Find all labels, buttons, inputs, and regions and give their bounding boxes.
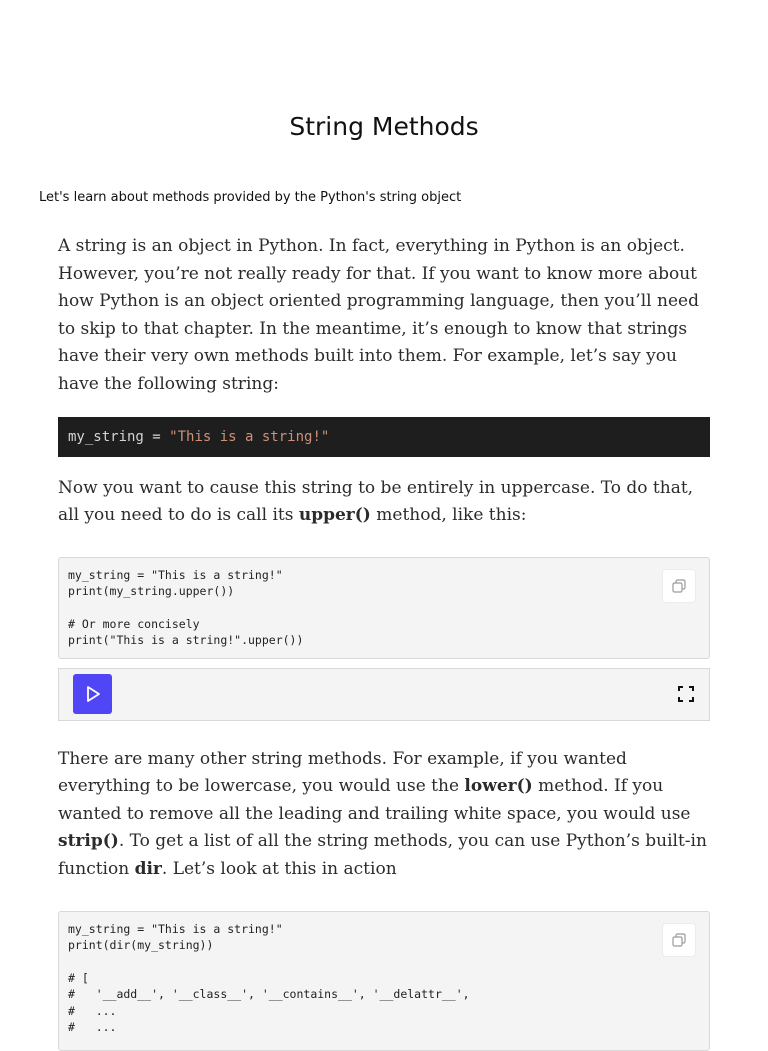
methods-text-2: method. If you wanted to remove all the leading and trailing white space, you would use: [58, 776, 691, 824]
code-line: [68, 953, 700, 969]
copy-code-button[interactable]: [662, 569, 696, 603]
play-icon: [85, 685, 101, 703]
upper-paragraph: [58, 475, 710, 530]
methods-paragraph: [58, 746, 710, 884]
code-block-dir[interactable]: [58, 911, 710, 1051]
strip-method-name: strip(): [58, 831, 119, 852]
copy-code-button[interactable]: [662, 923, 696, 957]
methods-text-4: . Let’s look at this in action: [161, 859, 397, 880]
code-line: # ...: [68, 1003, 117, 1018]
methods-text-1: There are many other string methods. For example, if you wanted everything to be lowercase, you would use the: [58, 748, 627, 797]
upper-text-after: method, like this:: [370, 505, 527, 526]
code-line: print("This is a string!".upper()): [68, 633, 304, 648]
code-runner-bar: [58, 668, 710, 721]
code-block-upper[interactable]: [58, 557, 710, 659]
methods-text-3: . To get a list of all the string methods, you can use Python’s built-in function: [58, 831, 707, 880]
upper-method-name: upper(): [298, 505, 371, 526]
code-line: print(dir(my_string)): [68, 938, 214, 953]
fullscreen-icon[interactable]: [677, 685, 695, 703]
dir-function-name: dir: [134, 859, 162, 880]
code-line: print(my_string.upper()): [68, 584, 235, 599]
run-code-button[interactable]: [73, 674, 112, 714]
code-line: # [: [68, 970, 89, 985]
copy-icon: [672, 579, 686, 593]
lower-method-name: lower(): [464, 776, 533, 797]
code-line: my_string = "This is a string!": [68, 921, 283, 936]
code-line: [68, 600, 700, 616]
page-title: String Methods: [289, 112, 479, 141]
code-string-literal: "This is a string!": [169, 428, 330, 445]
article-content: [58, 233, 710, 1051]
copy-icon: [672, 933, 686, 947]
code-variable: my_string =: [68, 428, 170, 445]
intro-paragraph: A string is an object in Python. In fact, everything in Python is an object. However, you’re not really ready for that. If you want to know more about how Python is an object oriented programming language, then you’ll need to skip to that chapter. In the meantime, it’s enough to know that strings have their very own methods built into them. For example, let’s say you have the following string:: [58, 236, 699, 394]
code-line: # Or more concisely: [68, 616, 200, 631]
page-subtitle: Let's learn about methods provided by the Python's string object: [39, 190, 462, 205]
code-line: # ...: [68, 1020, 117, 1035]
code-line: # '__add__', '__class__', '__contains__', '__delattr__',: [68, 987, 470, 1002]
upper-text-before: Now you want to cause this string to be entirely in uppercase. To do that, all you need to do is call its: [58, 477, 694, 526]
code-line: my_string = "This is a string!": [68, 567, 283, 582]
inline-code-snippet: [58, 417, 710, 457]
